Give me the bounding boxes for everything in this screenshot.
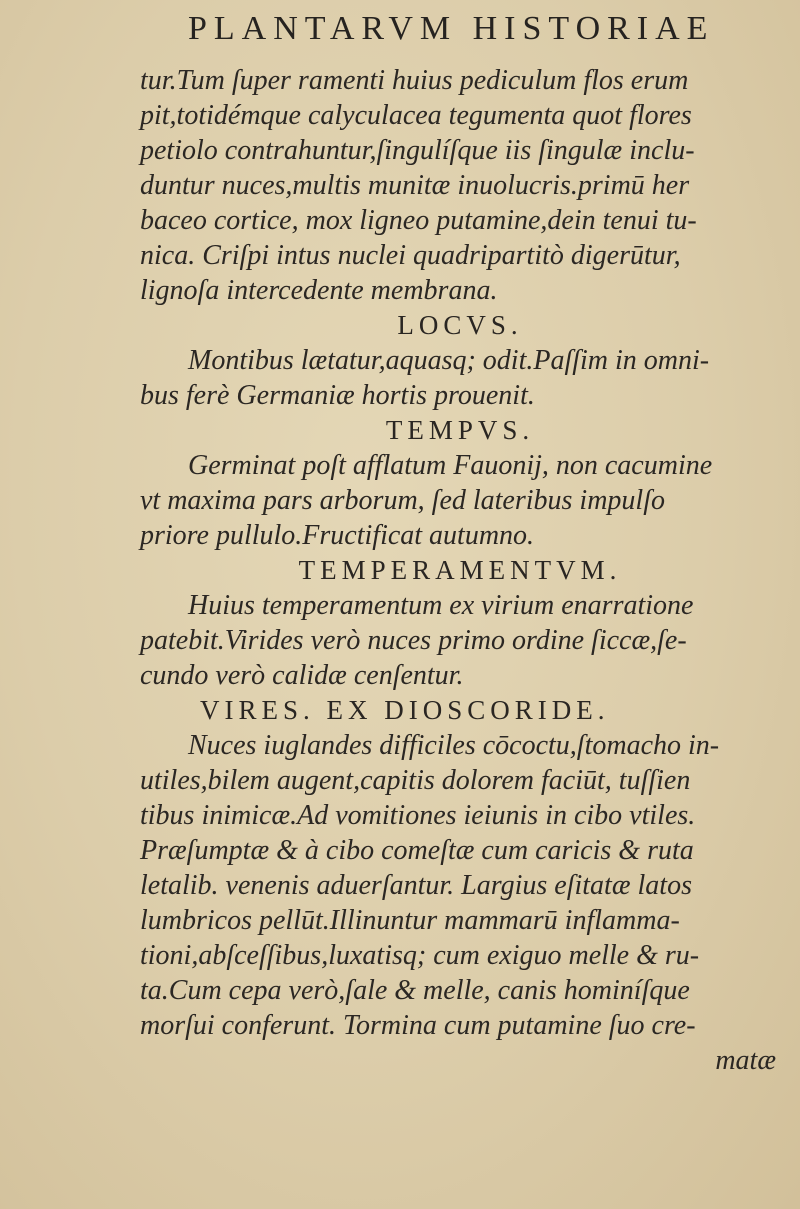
running-header: PLANTARVM HISTORIAE bbox=[188, 10, 715, 47]
text-line: tioni,abſceſſibus,luxatisq; cum exiguo melle & ru- bbox=[140, 940, 700, 971]
text-line: tibus inimicæ.Ad vomitiones ieiunis in cibo vtiles. bbox=[140, 800, 696, 831]
text-line: Præſumptæ & à cibo comeſtæ cum caricis & ruta bbox=[140, 835, 694, 866]
section-heading: TEMPVS. bbox=[385, 415, 535, 445]
text-line: baceo cortice, mox ligneo putamine,dein tenui tu- bbox=[140, 205, 697, 236]
text-line: utiles,bilem augent,capitis dolorem faciūt, tuſſien bbox=[140, 765, 691, 796]
text-line: Huius temperamentum ex virium enarratione bbox=[188, 590, 694, 621]
text-line: pit,totidémque calyculacea tegumenta quot flores bbox=[140, 100, 692, 131]
section-heading: LOCVS. bbox=[397, 310, 523, 340]
text-line: bus ferè Germaniæ hortis prouenit. bbox=[140, 380, 535, 411]
text-line: ta.Cum cepa verò,ſale & melle, canis hominíſque bbox=[140, 975, 690, 1006]
text-line: duntur nuces,multis munitæ inuolucris.primū her bbox=[140, 170, 690, 201]
text-line: priore pullulo.Fructificat autumno. bbox=[140, 520, 535, 551]
section-heading: VIRES. EX DIOSCORIDE. bbox=[200, 695, 610, 725]
text-line: petiolo contrahuntur,ſingulíſque iis ſingulæ inclu- bbox=[140, 135, 695, 166]
text-line: morſui conferunt. Tormina cum putamine ſuo cre- bbox=[140, 1010, 696, 1041]
text-line: nica. Criſpi intus nuclei quadripartitò digerūtur, bbox=[140, 240, 681, 271]
text-line: lignoſa intercedente membrana. bbox=[140, 275, 498, 306]
text-line: tur.Tum ſuper ramenti huius pediculum flos erum bbox=[140, 65, 689, 96]
text-line: Nuces iuglandes difficiles cōcoctu,ſtomacho in- bbox=[188, 730, 720, 761]
text-line: cundo verò calidæ cenſentur. bbox=[140, 660, 464, 691]
text-line: matæ bbox=[715, 1045, 776, 1076]
section-heading: TEMPERAMENTVM. bbox=[298, 555, 622, 585]
text-line: letalib. venenis aduerſantur. Largius eſitatæ latos bbox=[140, 870, 692, 901]
text-line: vt maxima pars arborum, ſed lateribus impulſo bbox=[140, 485, 665, 516]
text-line: patebit.Virides verò nuces primo ordine ſiccæ,ſe- bbox=[140, 625, 687, 656]
text-line: Germinat poſt afflatum Fauonij, non cacumine bbox=[188, 450, 713, 481]
page-body-text bbox=[140, 63, 780, 1078]
text-line: Montibus lætatur,aquasq; odit.Paſſim in omni- bbox=[188, 345, 710, 376]
text-line: lumbricos pellūt.Illinuntur mammarū inflamma- bbox=[140, 905, 680, 936]
